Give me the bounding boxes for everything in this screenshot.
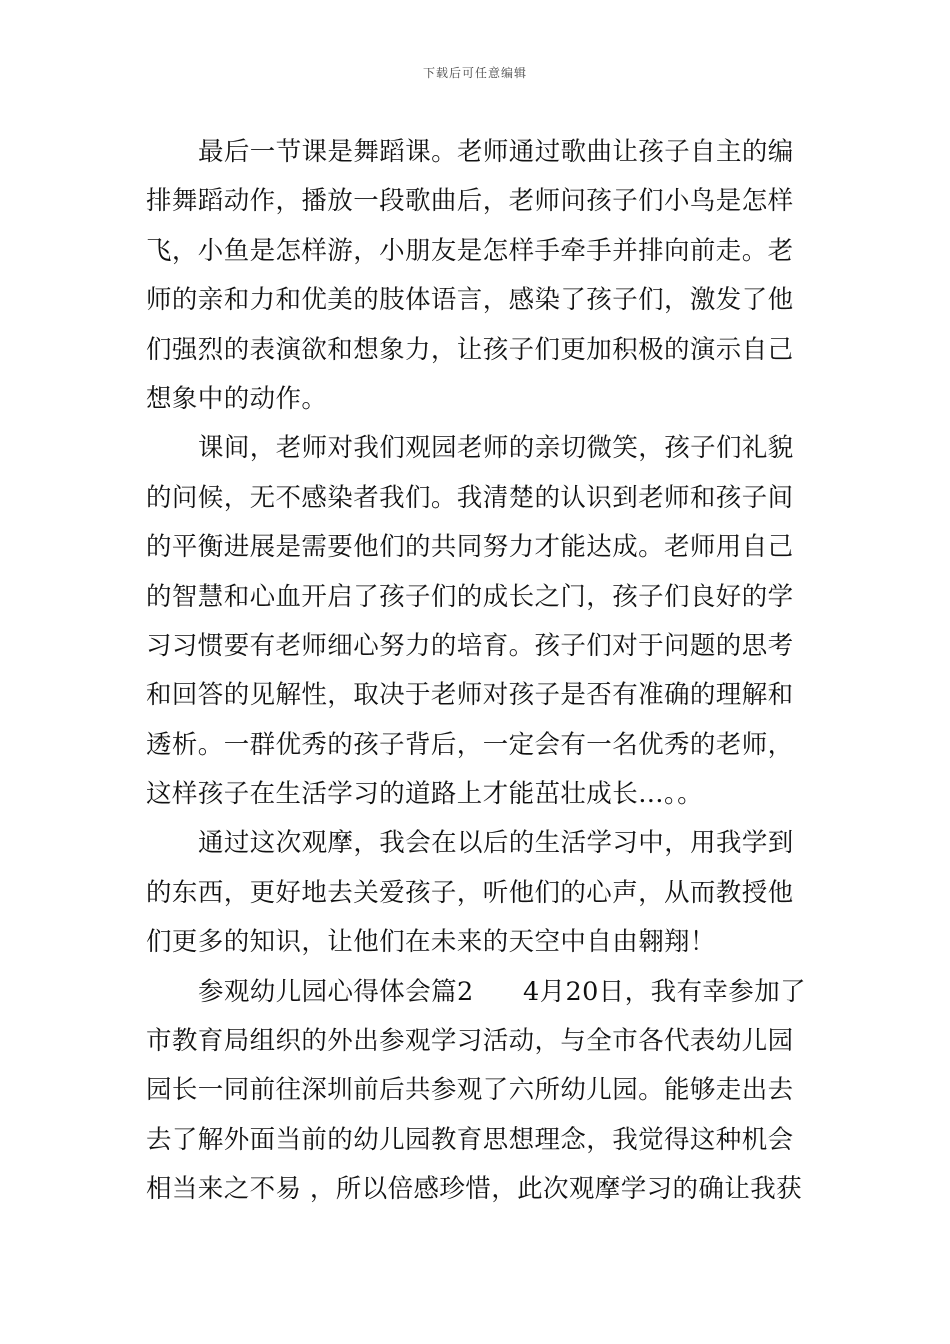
text-line: 的智慧和心血开启了孩子们的成长之门，孩子们良好的学 [146,581,794,612]
text-line: 习习惯要有老师细心努力的培育。孩子们对于问题的思考 [146,630,794,661]
text-line: 去了解外面当前的幼儿园教育思想理念，我觉得这种机会 [146,1124,794,1155]
section-heading-line [146,968,806,1017]
text-line: 通过这次观摩，我会在以后的生活学习中，用我学到 [198,828,794,859]
text-line: 和回答的见解性，取决于老师对孩子是否有准确的理解和 [146,680,794,711]
text-line: 的东西，更好地去关爱孩子，听他们的心声，从而教授他 [146,877,794,908]
text-line: 的问候，无不感染者我们。我清楚的认识到老师和孩子间 [146,482,794,513]
page-header: 下载后可任意编辑 [422,66,527,80]
text-line: 们强烈的表演欲和想象力，让孩子们更加积极的演示自己 [146,334,794,365]
text-line: 们更多的知识，让他们在未来的天空中自由翱翔！ [146,927,716,958]
text-line: 透析。一群优秀的孩子背后，一定会有一名优秀的老师， [146,729,794,760]
text-line: 相当来之不易 ，所以倍感珍惜，此次观摩学习的确让我获 [146,1174,803,1205]
text-line: 飞，小鱼是怎样游，小朋友是怎样手牵手并排向前走。老 [146,235,794,266]
text-fragment: 4月20日，我有幸参加了 [523,976,806,1007]
text-line: 想象中的动作。 [146,383,328,414]
text-line: 排舞蹈动作，播放一段歌曲后，老师问孩子们小鸟是怎样 [146,186,794,217]
text-line: 师的亲和力和优美的肢体语言，感染了孩子们，激发了他 [146,285,794,316]
text-line: 园长一同前往深圳前后共参观了六所幼儿园。能够走出去 [146,1075,794,1106]
text-line: 课间，老师对我们观园老师的亲切微笑，孩子们礼貌 [198,433,794,464]
text-line: 这样孩子在生活学习的道路上才能茁壮成长…。。 [146,779,704,810]
section-title: 参观幼儿园心得体会篇2 [198,976,474,1007]
document-body [146,128,806,1215]
text-line: 最后一节课是舞蹈课。老师通过歌曲让孩子自主的编 [198,137,794,167]
text-line: 的平衡进展是需要他们的共同努力才能达成。老师用自己 [146,532,794,563]
text-line: 市教育局组织的外出参观学习活动，与全市各代表幼儿园 [146,1026,794,1057]
